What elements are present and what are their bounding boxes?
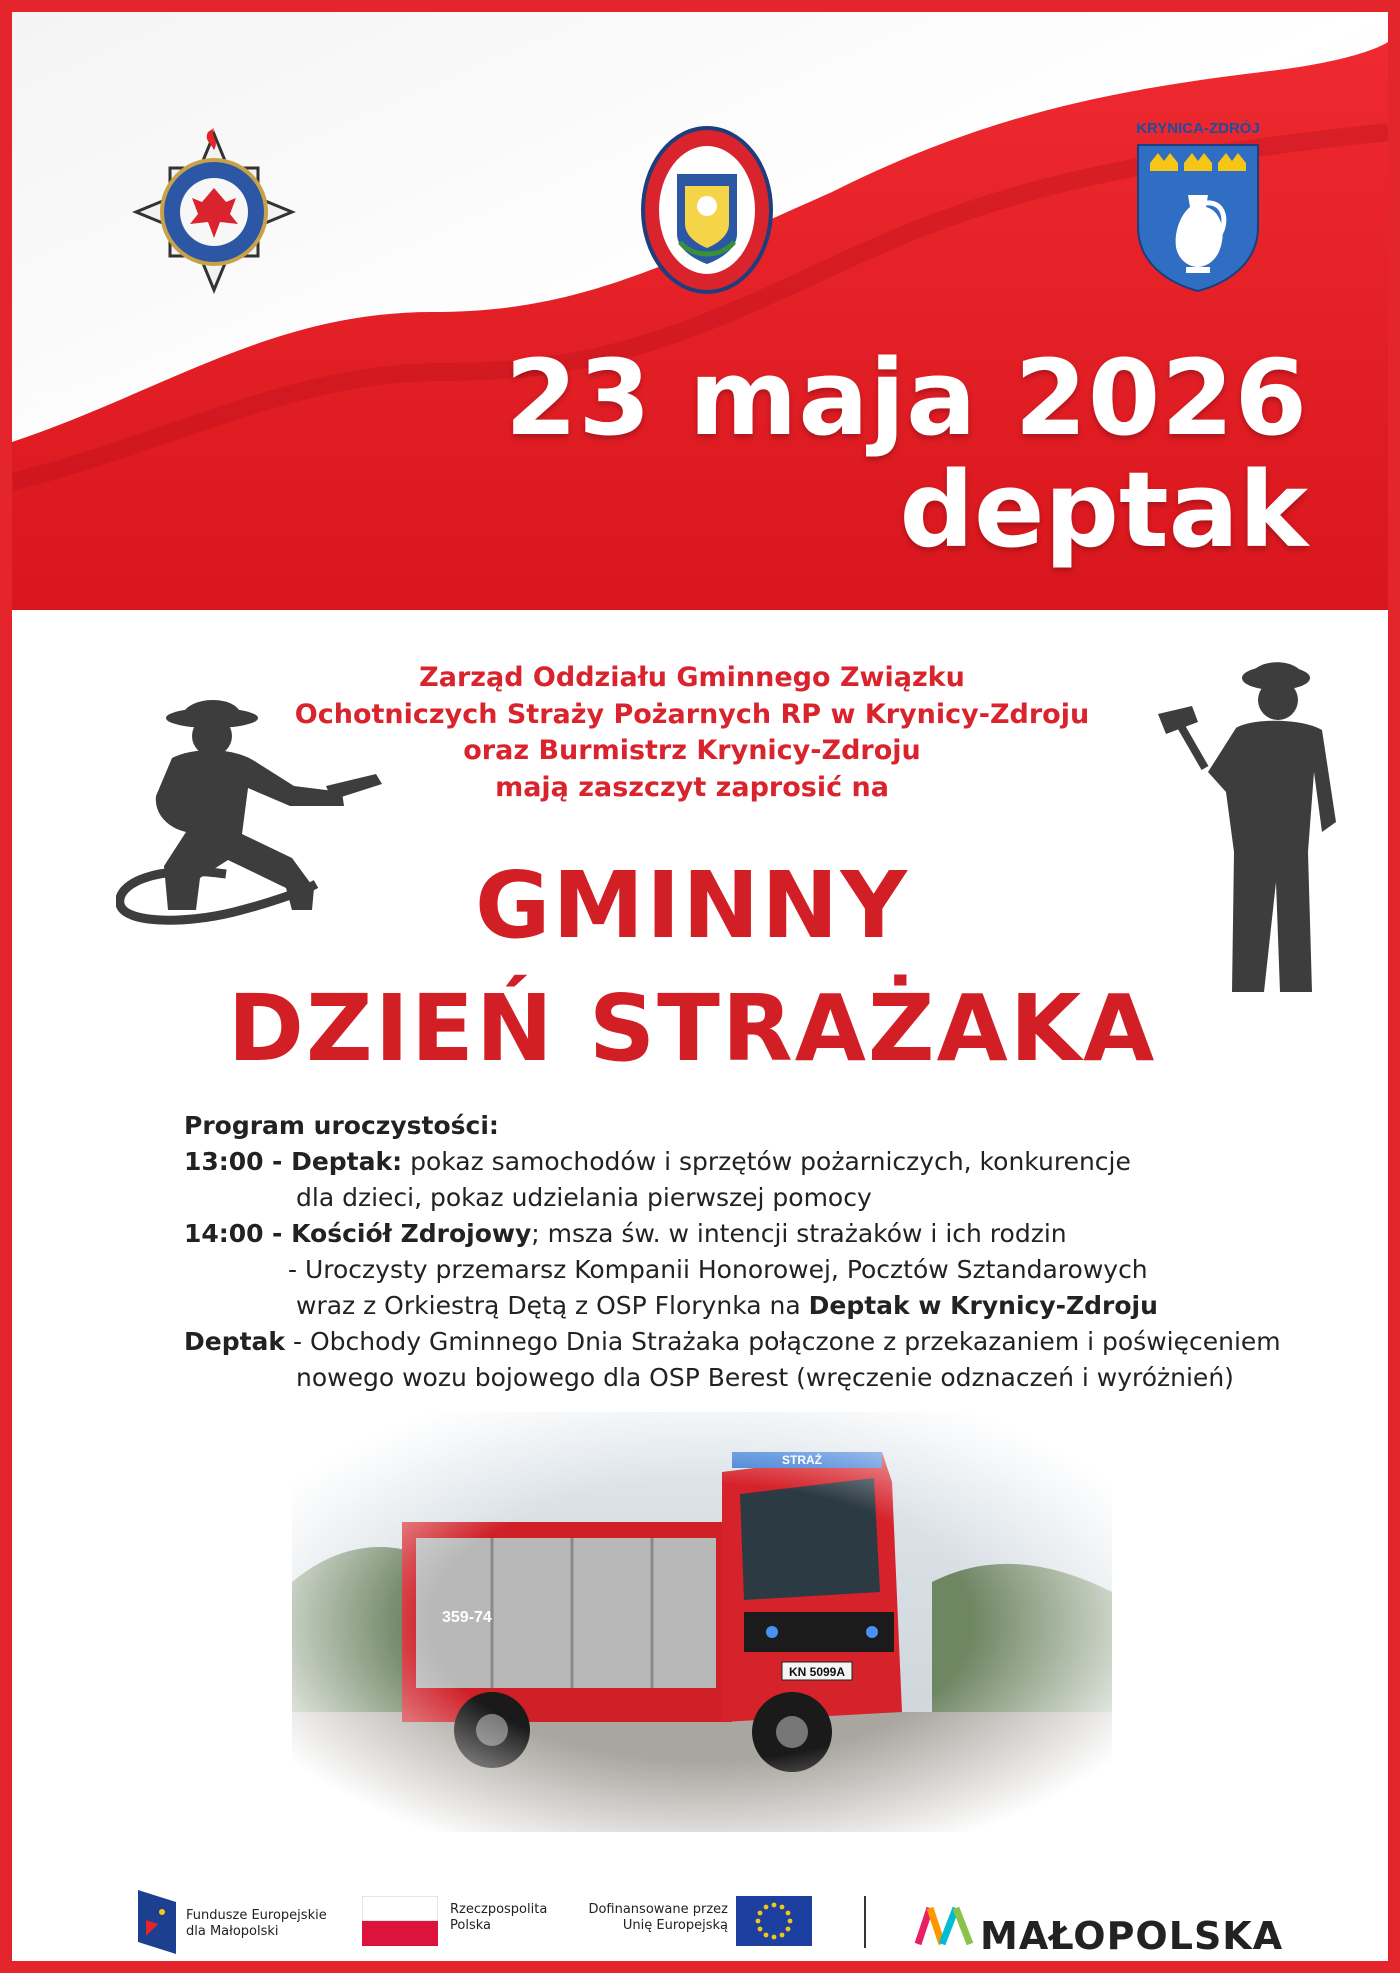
program-text: - Uroczysty przemarsz Kompanii Honorowej, Pocztów Sztandarowych <box>288 1255 1148 1284</box>
footer-text: Rzeczpospolita <box>450 1902 548 1917</box>
intro-line: oraz Burmistrz Krynicy-Zdroju <box>463 735 921 767</box>
krynica-zdroj-label: KRYNICA-ZDRÓJ <box>1136 120 1260 137</box>
footer-text: dla Małopolski <box>186 1924 279 1939</box>
coat-of-arms-shield-icon <box>1130 141 1266 293</box>
program-text: pokaz samochodów i sprzętów pożarniczych, konkurencje <box>402 1147 1131 1176</box>
footer-divider <box>864 1896 866 1948</box>
intro-line: Zarząd Oddziału Gminnego Związku <box>419 662 965 693</box>
european-funds-label <box>186 1908 327 1940</box>
krynica-zdroj-coat-of-arms <box>1130 120 1266 300</box>
program-item <box>184 1324 1304 1360</box>
program-time: 13:00 <box>184 1147 264 1176</box>
program-item <box>184 1144 1304 1180</box>
malopolska-logo-icon <box>914 1902 974 1948</box>
intro-line: Ochotniczych Straży Pożarnych RP w Krynicy-Zdroju <box>294 698 1090 730</box>
program-place: Deptak <box>184 1327 286 1356</box>
main-title-line-2: DZIEŃ STRAŻAKA <box>227 975 1157 1082</box>
program-text: ; msza św. w intencji strażaków i ich rodzin <box>531 1219 1067 1248</box>
fire-truck-photo <box>292 1412 1112 1832</box>
rzeczpospolita-label <box>450 1902 547 1934</box>
program-item <box>184 1216 1304 1252</box>
program-place: - Kościół Zdrojowy <box>272 1219 532 1248</box>
event-date: 23 maja 2026 <box>505 337 1308 459</box>
eu-cofinanced-label <box>582 1902 728 1934</box>
osp-krynica-oval-emblem-icon <box>640 124 774 296</box>
program-text-continuation <box>184 1288 1304 1324</box>
eu-flag-icon <box>736 1896 812 1946</box>
event-date-block <box>505 337 1308 572</box>
main-title-line-1: GMINNY <box>475 852 909 959</box>
footer-text: Fundusze Europejskie <box>186 1908 327 1923</box>
intro-line: mają zaszczyt zaprosić na <box>495 772 889 804</box>
program-place: Deptak w Krynicy-Zdroju <box>808 1291 1158 1320</box>
polish-flag-icon <box>362 1896 438 1946</box>
program-text: - Obchody Gminnego Dnia Strażaka połączone z przekazaniem i poświęceniem <box>285 1327 1281 1356</box>
footer-text: Polska <box>450 1918 491 1933</box>
footer-text: Unię Europejską <box>622 1918 728 1933</box>
program-text: wraz z Orkiestrą Dętą z OSP Florynka na <box>296 1291 809 1320</box>
program-section <box>184 1108 1304 1396</box>
footer-text: Dofinansowane przez <box>588 1902 728 1917</box>
european-funds-logo-icon <box>138 1890 176 1954</box>
zosp-rp-emblem-icon <box>130 128 298 296</box>
program-text-continuation: nowego wozu bojowego dla OSP Berest (wręczenie odznaczeń i wyróżnień) <box>296 1363 1234 1392</box>
event-place: deptak <box>899 449 1308 572</box>
program-place: - Deptak: <box>272 1147 403 1176</box>
program-text-continuation: dla dzieci, pokaz udzielania pierwszej pomocy <box>296 1183 872 1212</box>
program-heading: Program uroczystości: <box>184 1111 499 1140</box>
malopolska-wordmark: MAŁOPOLSKA <box>980 1914 1284 1958</box>
program-time: 14:00 <box>184 1219 264 1248</box>
